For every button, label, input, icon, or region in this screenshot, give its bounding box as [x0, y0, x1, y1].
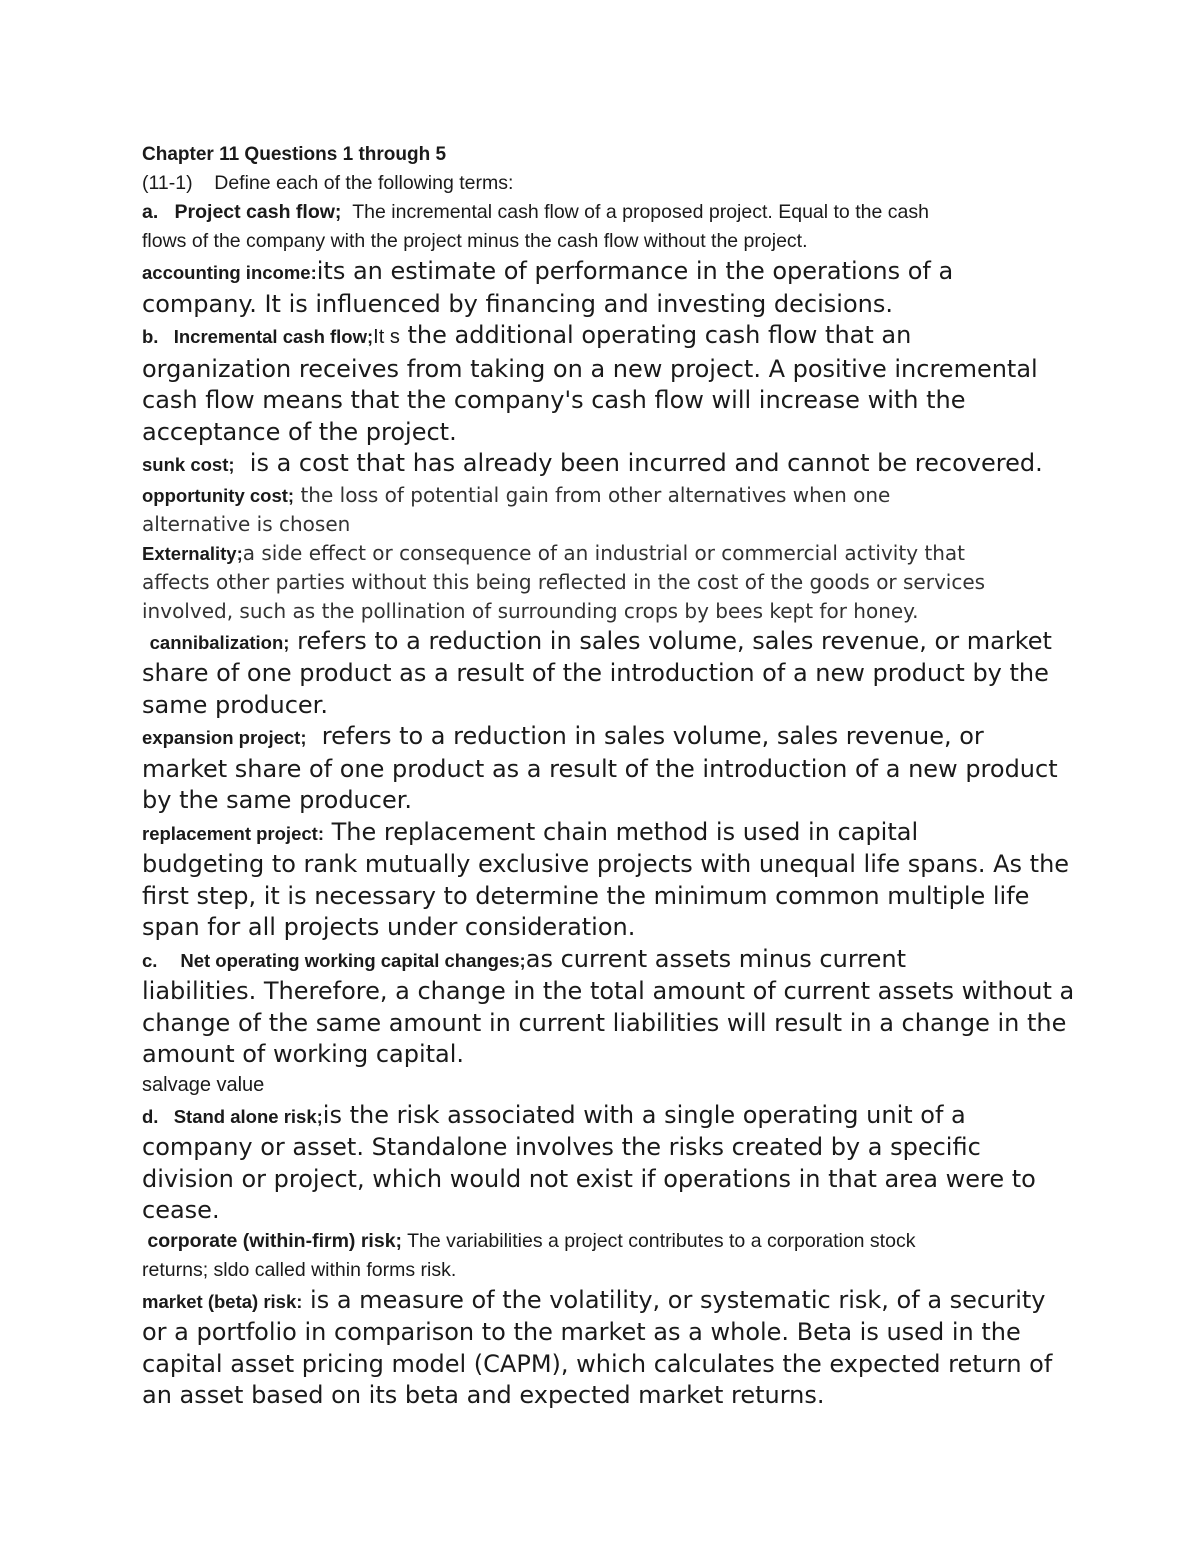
externality-line-3 [142, 597, 1072, 626]
sunk-cost-term: sunk cost; [142, 454, 235, 475]
externality-term: Externality; [142, 542, 243, 564]
cannibalization-line-3 [142, 690, 1072, 722]
corporate-risk-definition-cont: returns; sldo called within forms risk. [142, 1258, 457, 1281]
incremental-definition-cont-2: cash flow means that the company's cash flow will increase with the [142, 386, 966, 414]
document-title: Chapter 11 Questions 1 through 5 [142, 144, 447, 165]
cannibalization-definition: refers to a reduction in sales volume, sales revenue, or market [297, 626, 1052, 655]
opportunity-cost-definition-cont: alternative is chosen [142, 511, 351, 536]
opportunity-cost-line-2 [142, 510, 1072, 539]
replacement-project-term: replacement project: [142, 822, 324, 844]
market-line-4 [142, 1380, 1072, 1412]
accounting-income-term: accounting income: [142, 262, 317, 283]
externality-line-2 [142, 568, 1072, 597]
opportunity-cost-line [142, 481, 1072, 510]
accounting-income-definition-cont: company. It is influenced by financing and investing decisions. [142, 289, 893, 318]
project-cash-flow-definition-cont: flows of the company with the project minus the cash flow without the project. [142, 230, 808, 252]
item-letter-b: b. [142, 326, 159, 347]
market-line-2 [142, 1317, 1072, 1349]
corporate-risk-line-2 [142, 1256, 1072, 1285]
sunk-cost-definition: is a cost that has already been incurred and cannot be recovered. [249, 449, 1043, 477]
replacement-project-line [142, 817, 1072, 850]
incremental-definition-cont-3: acceptance of the project. [142, 417, 457, 446]
corporate-risk-term: corporate (within-firm) risk; [147, 1229, 403, 1252]
accounting-income-line [142, 256, 1072, 289]
sunk-cost-line [142, 448, 1072, 481]
opportunity-cost-term: opportunity cost; [142, 484, 295, 506]
standalone-line-3 [142, 1164, 1072, 1196]
replacement-definition-cont-2: first step, it is necessary to determine the minimum common multiple life [142, 881, 1030, 910]
externality-definition-cont-2: involved, such as the pollination of surrounding crops by bees kept for honey. [142, 598, 919, 623]
question-line [142, 169, 1072, 198]
externality-definition: a side effect or consequence of an industrial or commercial activity that [242, 540, 966, 565]
standalone-definition-cont-3: cease. [142, 1196, 220, 1224]
replacement-line-2 [142, 849, 1072, 881]
nowc-line-3 [142, 1008, 1072, 1040]
replacement-project-definition: The replacement chain method is used in capital [331, 817, 919, 846]
corporate-risk-line [142, 1227, 1072, 1256]
nowc-line [142, 944, 1072, 977]
opportunity-cost-definition: the loss of potential gain from other alternatives when one [300, 482, 891, 507]
project-cash-flow-definition: The incremental cash flow of a proposed project. Equal to the cash [352, 201, 929, 223]
nowc-definition: as current assets minus current [525, 944, 906, 973]
standalone-definition-cont-2: division or project, which would not exist if operations in that area were to [142, 1164, 1036, 1193]
replacement-line-4 [142, 912, 1072, 944]
corporate-risk-definition: The variabilities a project contributes to a corporation stock [407, 1229, 916, 1252]
nowc-term: Net operating working capital changes; [180, 949, 526, 971]
expansion-definition-cont-2: by the same producer. [142, 786, 413, 814]
salvage-value-line [142, 1071, 1072, 1100]
standalone-definition-cont: company or asset. Standalone involves the risks created by a specific [142, 1133, 981, 1161]
standalone-line-4 [142, 1195, 1072, 1227]
item-letter-a: a. [142, 201, 159, 223]
accounting-income-line-2 [142, 289, 1072, 321]
nowc-line-2 [142, 976, 1075, 1008]
project-cash-flow-line-2 [142, 227, 1072, 256]
market-risk-line [142, 1285, 1072, 1318]
item-letter-d: d. [142, 1105, 159, 1127]
replacement-definition-cont-3: span for all projects under consideration. [142, 913, 636, 941]
incremental-line-2 [142, 354, 1072, 386]
expansion-project-line [142, 721, 1072, 754]
standalone-risk-line [142, 1100, 1072, 1133]
cannibalization-term: cannibalization; [149, 631, 290, 653]
salvage-value-term: salvage value [142, 1073, 265, 1096]
question-prompt: Define each of the following terms: [214, 172, 514, 194]
standalone-line-2 [142, 1132, 1072, 1164]
market-definition-cont: or a portfolio in comparison to the market as a whole. Beta is used in the [142, 1318, 1021, 1346]
cannibalization-line-2 [142, 658, 1072, 690]
expansion-project-definition: refers to a reduction in sales volume, sales revenue, or [321, 722, 984, 750]
incremental-line-4 [142, 417, 1072, 449]
accounting-income-definition: its an estimate of performance in the operations of a [316, 257, 954, 285]
expansion-line-2 [142, 754, 1072, 786]
incremental-its: It s [373, 326, 400, 348]
market-line-3 [142, 1349, 1072, 1381]
replacement-definition-cont: budgeting to rank mutually exclusive projects with unequal life spans. As the [142, 850, 1070, 878]
standalone-risk-term: Stand alone risk; [173, 1105, 323, 1127]
cannibalization-definition-cont-2: same producer. [142, 690, 328, 719]
replacement-line-3 [142, 881, 1072, 913]
item-letter-c: c. [142, 949, 158, 971]
incremental-line-3 [142, 385, 1072, 417]
market-definition-cont-3: an asset based on its beta and expected market returns. [142, 1381, 825, 1409]
market-risk-definition: is a measure of the volatility, or systematic risk, of a security [310, 1285, 1046, 1314]
project-cash-flow-term: Project cash flow; [174, 201, 342, 223]
incremental-definition-cont: organization receives from taking on a new project. A positive incremental [142, 354, 1038, 383]
nowc-line-4 [142, 1039, 1072, 1071]
market-definition-cont-2: capital asset pricing model (CAPM), which calculates the expected return of [142, 1349, 1053, 1378]
expansion-definition-cont: market share of one product as a result of the introduction of a new product [142, 754, 1058, 783]
standalone-risk-definition: is the risk associated with a single operating unit of a [322, 1100, 966, 1129]
nowc-definition-cont-2: change of the same amount in current liabilities will result in a change in the [142, 1008, 1067, 1037]
externality-definition-cont: affects other parties without this being reflected in the cost of the goods or services [142, 569, 986, 594]
document-body [142, 140, 1075, 1412]
incremental-cash-flow-definition: the additional operating cash flow that an [407, 321, 912, 349]
expansion-project-term: expansion project; [142, 727, 307, 748]
nowc-definition-cont: liabilities. Therefore, a change in the total amount of current assets without a [142, 977, 1075, 1005]
incremental-cash-flow-line [142, 320, 1072, 354]
externality-line [142, 539, 1072, 568]
market-risk-term: market (beta) risk: [142, 1290, 303, 1312]
question-number: (11-1) [142, 172, 193, 194]
expansion-line-3 [142, 785, 1072, 817]
project-cash-flow-line [142, 198, 1072, 227]
cannibalization-line [142, 626, 1072, 659]
incremental-cash-flow-term: Incremental cash flow; [173, 326, 374, 347]
nowc-definition-cont-3: amount of working capital. [142, 1040, 465, 1068]
cannibalization-definition-cont: share of one product as a result of the introduction of a new product by the [142, 659, 1049, 687]
